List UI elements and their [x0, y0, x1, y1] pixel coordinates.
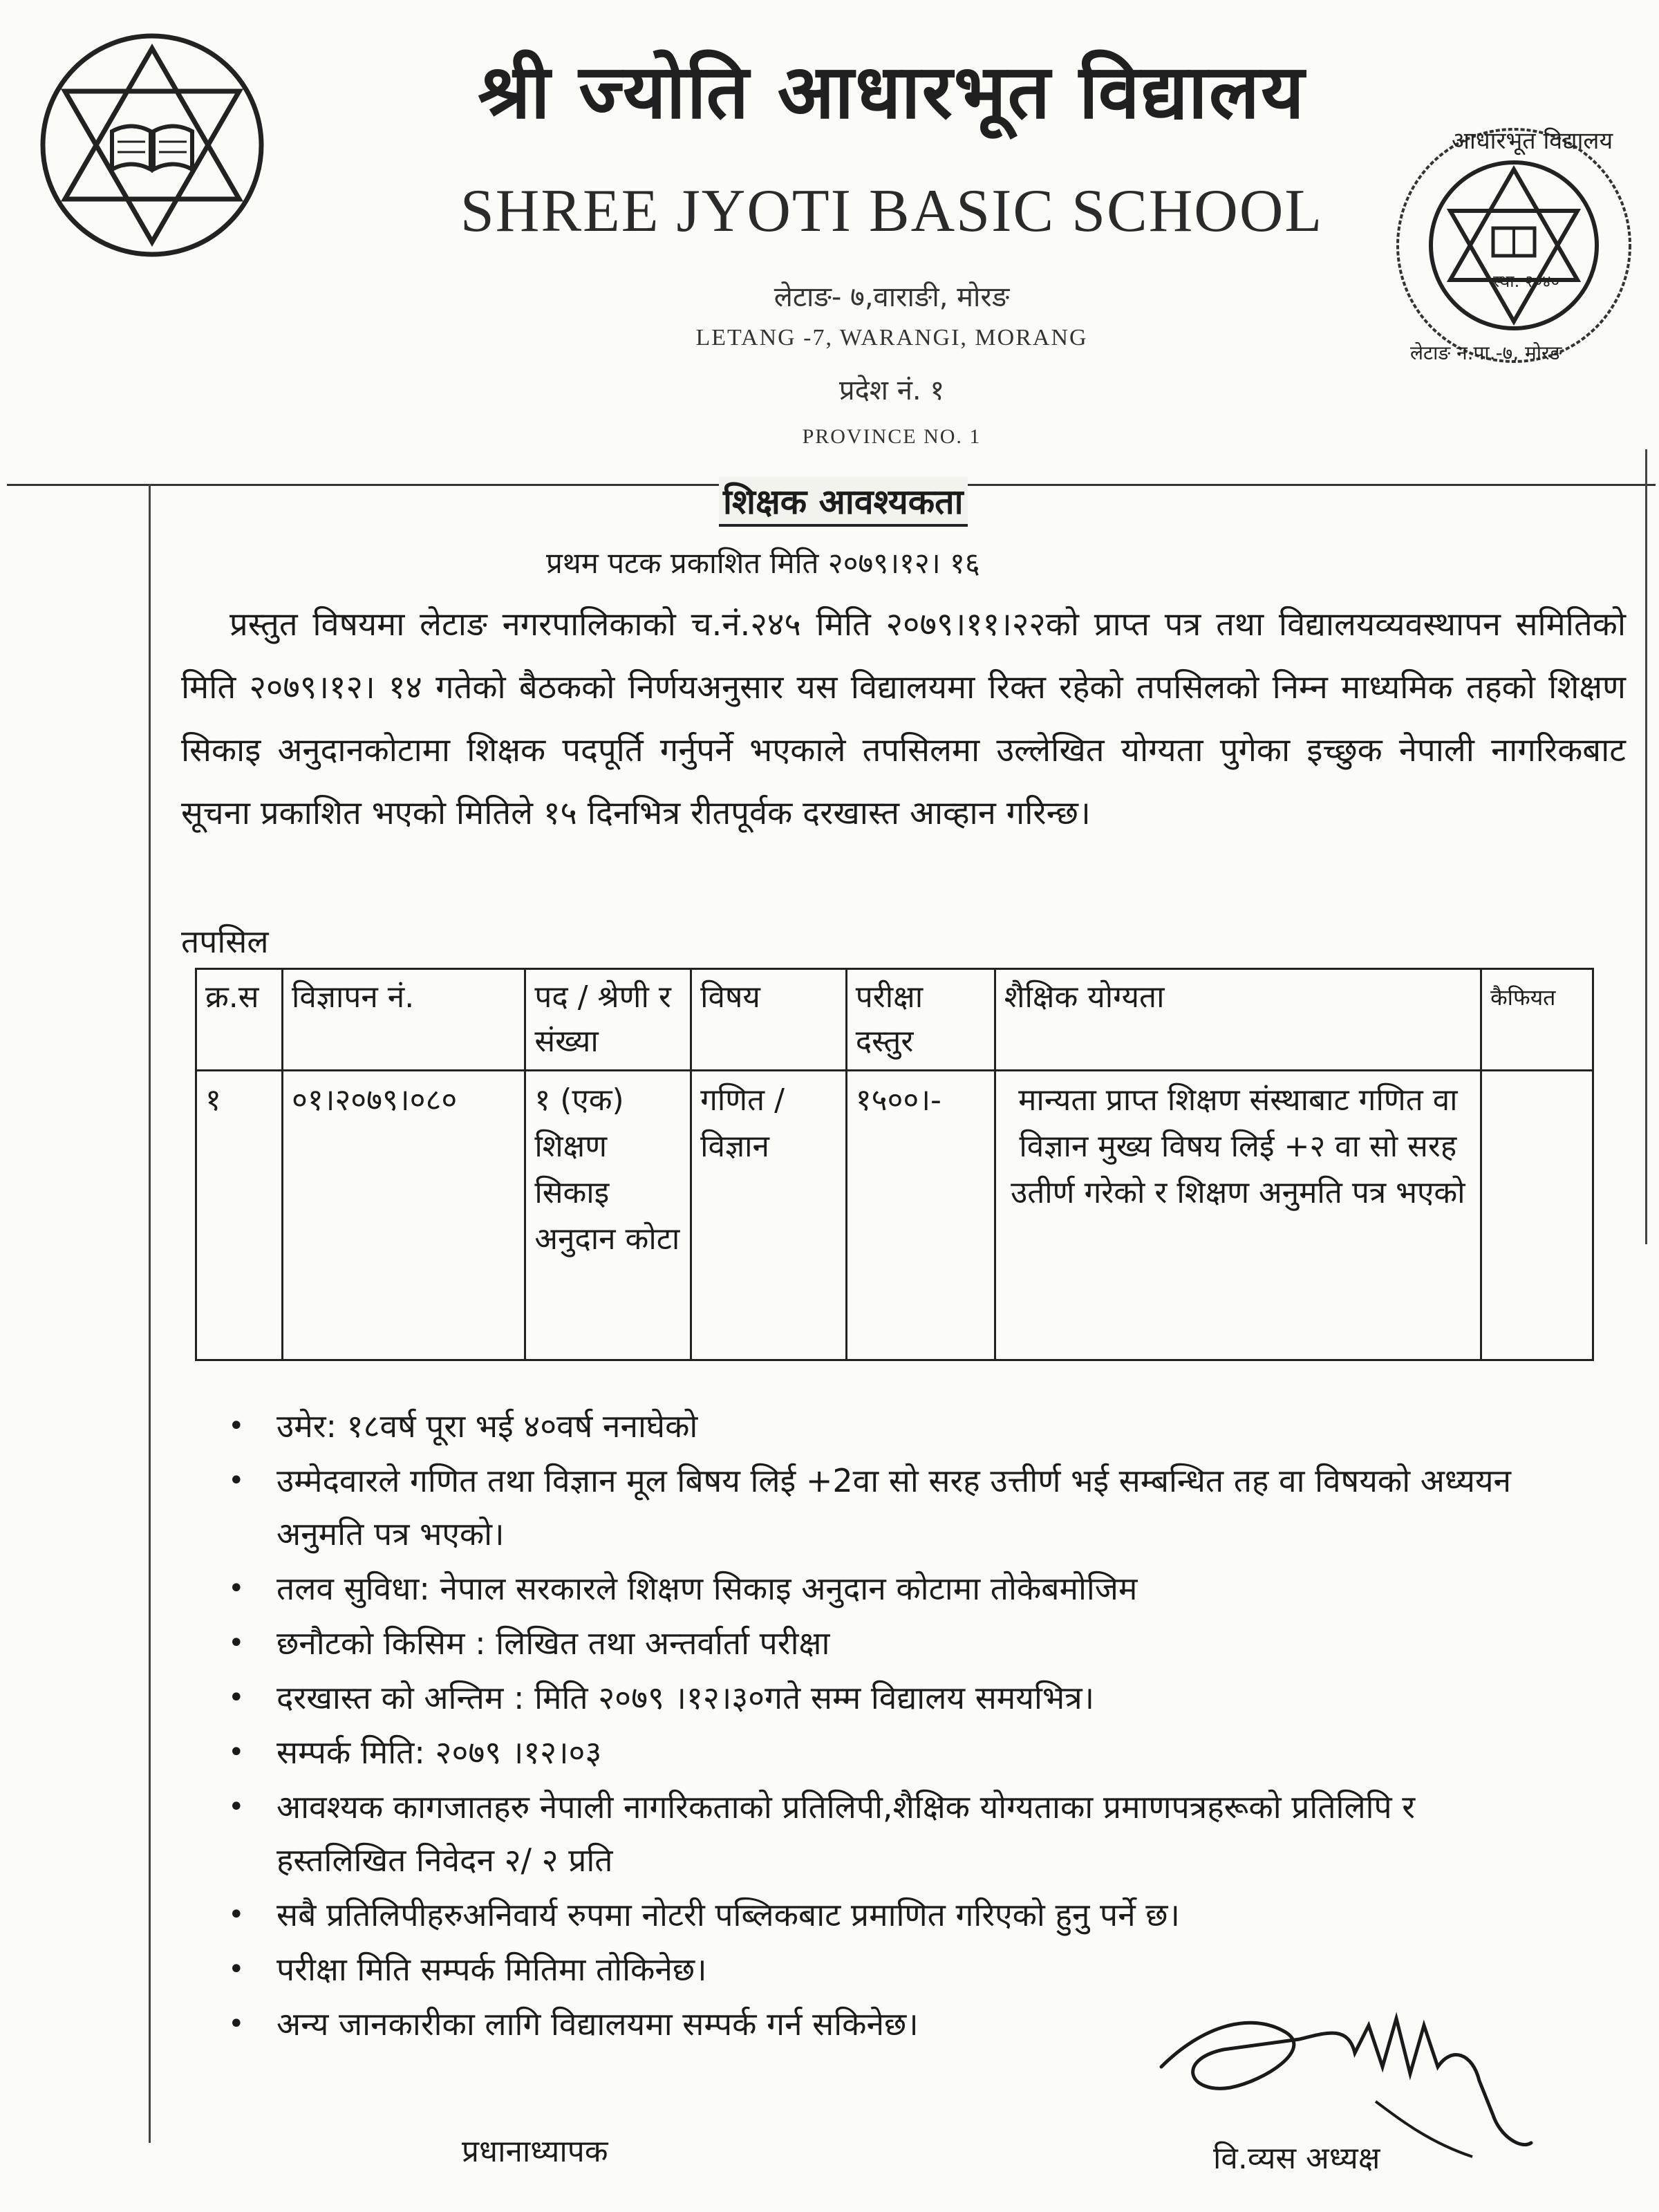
school-name-nepali: श्री ज्योति आधारभूत विद्यालय [478, 49, 1306, 135]
chairperson-signature-label: वि.व्यस अध्यक्ष [1213, 2141, 1380, 2176]
address-english: LETANG -7, WARANGI, MORANG [695, 325, 1088, 350]
requirements-list [228, 1400, 1541, 2052]
headteacher-signature-label: प्रधानाध्यापक [462, 2134, 608, 2169]
published-date: प्रथम पटक प्रकाशित मिति २०७९।१२। १६ [546, 546, 980, 580]
stamp-est-text: स्था: २०४० [1493, 272, 1560, 291]
cell-remarks [1481, 1071, 1593, 1360]
left-border-line [149, 484, 151, 2143]
school-stamp [1389, 121, 1638, 370]
address-nepali: लेटाङ- ७,वाराङी, मोरङ [774, 281, 1010, 313]
header-sn: क्र.स [196, 969, 283, 1071]
cell-sn: १ [196, 1071, 283, 1360]
list-item: • अन्य जानकारीका लागि विद्यालयमा सम्पर्क गर्न सकिनेछ। [228, 1998, 1541, 2051]
header-qualification: शैक्षिक योग्यता [995, 969, 1481, 1071]
vacancy-table [195, 968, 1594, 1361]
header-fee: परीक्षा दस्तुर [846, 969, 995, 1071]
list-item: • सम्पर्क मिति: २०७९ ।१२।०३ [228, 1726, 1541, 1779]
header-remarks: कैफियत [1481, 969, 1593, 1071]
header-subject: विषय [691, 969, 847, 1071]
table-header-row [196, 969, 1593, 1071]
school-name-english: SHREE JYOTI BASIC SCHOOL [460, 178, 1324, 245]
list-item: • सबै प्रतिलिपीहरुअनिवार्य रुपमा नोटरी पब्लिकबाट प्रमाणित गरिएको हुनु पर्ने छ। [228, 1888, 1541, 1942]
notice-title: शिक्षक आवश्यकता [719, 477, 968, 527]
cell-ad-no: ०१।२०७९।०८० [282, 1071, 525, 1360]
stamp-bottom-text: लेटाङ न.पा.-७, मोरङ [1410, 341, 1562, 364]
list-item: • तलव सुविधा: नेपाल सरकारले शिक्षण सिकाइ अनुदान कोटामा तोकेबमोजिम [228, 1562, 1541, 1615]
province-nepali: प्रदेश नं. १ [838, 375, 945, 406]
stamp-top-text: आधारभूत विद्यालय [1452, 127, 1613, 155]
cell-qualification: मान्यता प्राप्त शिक्षण संस्थाबाट गणित वा विज्ञान मुख्य विषय लिई +२ वा सो सरह उतीर्ण गरेको र शिक्षण अनुमति पत्र भएको [995, 1071, 1481, 1360]
details-label: तपसिल [181, 923, 269, 960]
cell-subject: गणित / विज्ञान [691, 1071, 847, 1360]
right-border-line [1645, 449, 1647, 1244]
table-row [196, 1071, 1593, 1360]
header-post: पद / श्रेणी र संख्या [525, 969, 691, 1071]
list-item: • आवश्यक कागजातहरु नेपाली नागरिकताको प्रतिलिपी,शैक्षिक योग्यताका प्रमाणपत्रहरूको प्रतिलिपि र हस्तलिखित निवेदन २/ २ प्रति [228, 1781, 1541, 1887]
province-english: PROVINCE NO. 1 [802, 425, 982, 448]
cell-post: १ (एक) शिक्षण सिकाइ अनुदान कोटा [525, 1071, 691, 1360]
list-item: • परीक्षा मिति सम्पर्क मितिमा तोकिनेछ। [228, 1943, 1541, 1996]
cell-fee: १५००।- [846, 1071, 995, 1360]
school-logo [35, 28, 270, 263]
list-item: • छनौटको किसिम : लिखित तथा अन्तर्वार्ता परीक्षा [228, 1617, 1541, 1670]
notice-body: प्रस्तुत विषयमा लेटाङ नगरपालिकाको च.नं.२४५ मिति २०७९।११।२२को प्राप्त पत्र तथा विद्यालयव्यवस्थापन समितिको मिति २०७९।१२। १४ गतेको बैठकको निर्णयअनुसार यस विद्यालयमा रिक्त रहेको तपसिलको निम्न माध्यमिक तहको शिक्षण सिकाइ अनुदानकोटामा शिक्षक पदपूर्ति गर्नुपर्ने भएकाले तपसिलमा उल्लेखित योग्यता पुगेका इच्छुक नेपाली नागरिकबाट सूचना प्रकाशित भएको मितिले १५ दिनभित्र रीतपूर्वक दरखास्त आव्हान गरिन्छ। [181, 606, 1626, 832]
header-ad-no: विज्ञापन नं. [282, 969, 525, 1071]
list-item: • उमेर: १८वर्ष पूरा भई ४०वर्ष ननाघेको [228, 1400, 1541, 1453]
list-item: • दरखास्त को अन्तिम : मिति २०७९ ।१२।३०गते सम्म विद्यालय समयभित्र। [228, 1671, 1541, 1725]
list-item: • उम्मेदवारले गणित तथा विज्ञान मूल बिषय लिई +2वा सो सरह उत्तीर्ण भई सम्बन्धित तह वा विषयको अध्ययन अनुमति पत्र भएको। [228, 1454, 1541, 1561]
